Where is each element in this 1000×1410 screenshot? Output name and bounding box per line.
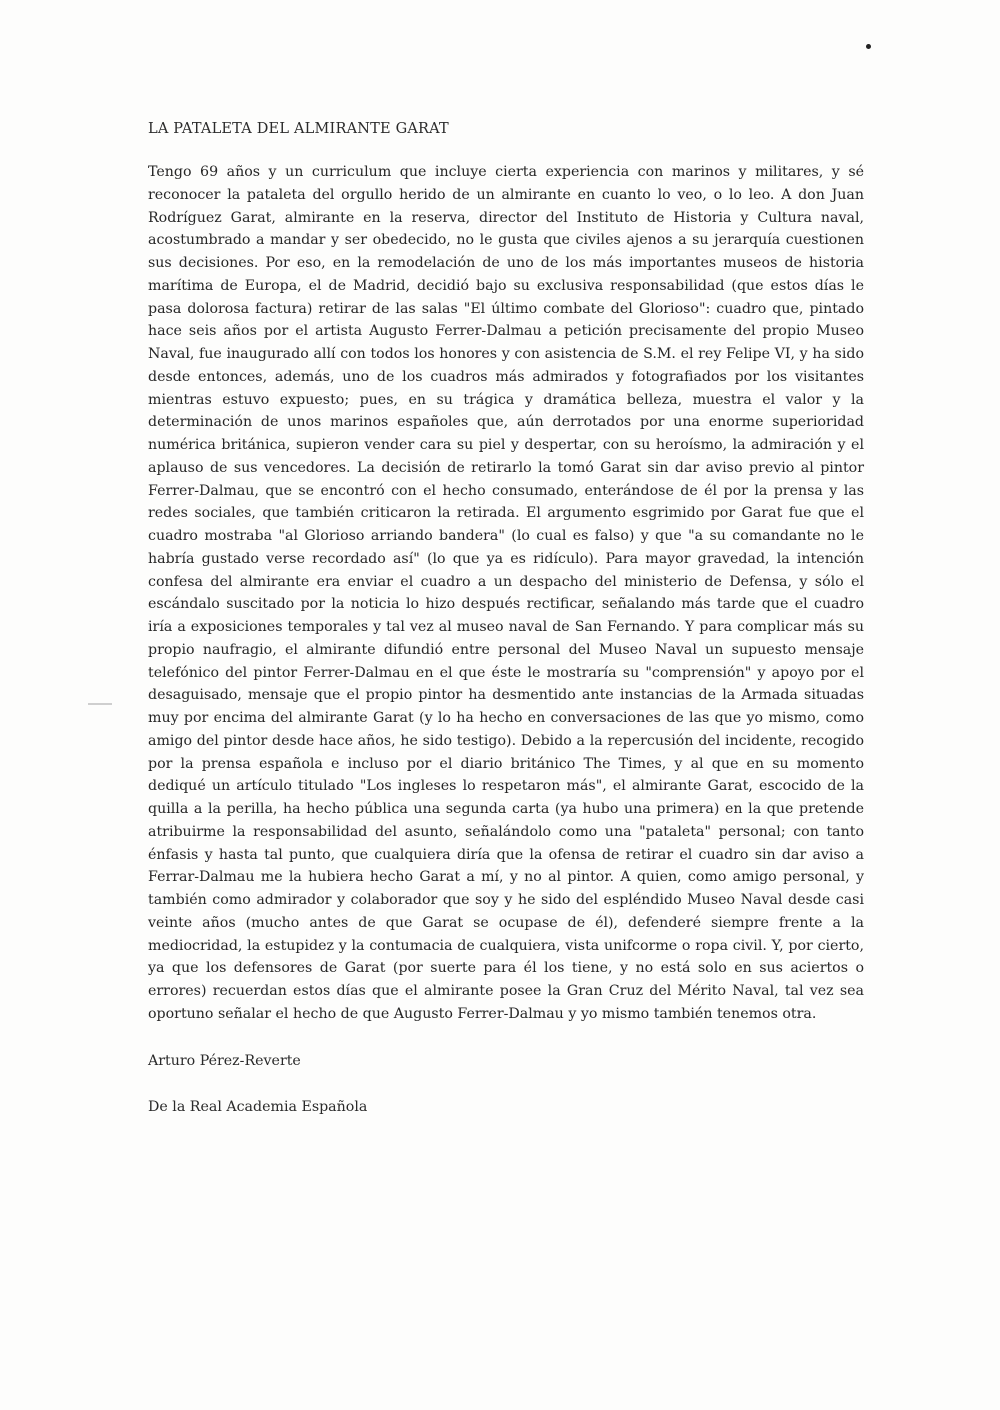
author-affiliation: De la Real Academia Española bbox=[148, 1098, 368, 1115]
author-signature: Arturo Pérez-Reverte bbox=[148, 1052, 301, 1069]
margin-scan-mark bbox=[88, 703, 112, 705]
letter-title: LA PATALETA DEL ALMIRANTE GARAT bbox=[148, 121, 449, 137]
letter-body: Tengo 69 años y un curriculum que incluye cierta experiencia con marinos y militares, y sé reconocer la pataleta del orgullo herido de un almirante en cuanto lo veo, o lo leo. A don Juan Rodríguez Garat, almirante en la reserva, director del Instituto de Historia y Cultura naval, acostumbrado a mandar y ser obedecido, no le gusta que civiles ajenos a su jerarquía cuestionen sus decisiones. Por eso, en la remodelación de uno de los más importantes museos de historia marítima de Europa, el de Madrid, decidió bajo su exclusiva responsabilidad (que estos días le pasa dolorosa factura) retirar de las salas "El último combate del Glorioso": cuadro que, pintado hace seis años por el artista Augusto Ferrer-Dalmau a petición precisamente del propio Museo Naval, fue inaugurado allí con todos los honores y con asistencia de S.M. el rey Felipe VI, y ha sido desde entonces, además, uno de los cuadros más admirados y fotografiados por los visitantes mientras estuvo expuesto; pues, en su trágica y dramática belleza, muestra el valor y la determinación de unos marinos españoles que, aún derrotados por una enorme superioridad numérica británica, supieron vender cara su piel y despertar, con su heroísmo, la admiración y el aplauso de sus vencedores. La decisión de retirarlo la tomó Garat sin dar aviso previo al pintor Ferrer-Dalmau, que se encontró con el hecho consumado, enterándose de él por la prensa y las redes sociales, que también criticaron la retirada. El argumento esgrimido por Garat fue que el cuadro mostraba "al Glorioso arriando bandera" (lo cual es falso) y que "a su comandante no le habría gustado verse recordado así" (lo que ya es ridículo). Para mayor gravedad, la intención confesa del almirante era enviar el cuadro a un despacho del ministerio de Defensa, y sólo el escándalo suscitado por la noticia lo hizo después rectificar, señalando más tarde que el cuadro iría a exposiciones temporales y tal vez al museo naval de San Fernando. Y para complicar más su propio naufragio, el almirante difundió entre personal del Museo Naval un supuesto mensaje telefónico del pintor Ferrer-Dalmau en el que éste le mostraría su "comprensión" y apoyo por el desaguisado, mensaje que el propio pintor ha desmentido ante instancias de la Armada situadas muy por encima del almirante Garat (y lo ha hecho en conversaciones de las que yo mismo, como amigo del pintor desde hace años, he sido testigo). Debido a la repercusión del incidente, recogido por la prensa española e incluso por el diario británico The Times, y al que en su momento dediqué un artículo titulado "Los ingleses lo respetaron más", el almirante Garat, escocido de la quilla a la perilla, ha hecho pública una segunda carta (ya hubo una primera) en la que pretende atribuirme la responsabilidad del asunto, señalándolo como una "pataleta" personal; con tanto énfasis y hasta tal punto, que cualquiera diría que la ofensa de retirar el cuadro sin dar aviso a Ferrar-Dalmau me la hubiera hecho Garat a mí, y no al pintor. A quien, como amigo personal, y también como admirador y colaborador que soy y he sido del espléndido Museo Naval desde casi veinte años (mucho antes de que Garat se ocupase de él), defenderé siempre frente a la mediocridad, la estupidez y la contumacia de cualquiera, vista unifcorme o ropa civil. Y, por cierto, ya que los defensores de Garat (por suerte para él los tiene, y no está solo en sus aciertos o errores) recuerdan estos días que el almirante posee la Gran Cruz del Mérito Naval, tal vez sea oportuno señalar el hecho de que Augusto Ferrer-Dalmau y yo mismo también tenemos otra. bbox=[148, 164, 864, 1022]
ink-dot-mark bbox=[866, 44, 871, 49]
letter-content bbox=[148, 118, 864, 1118]
